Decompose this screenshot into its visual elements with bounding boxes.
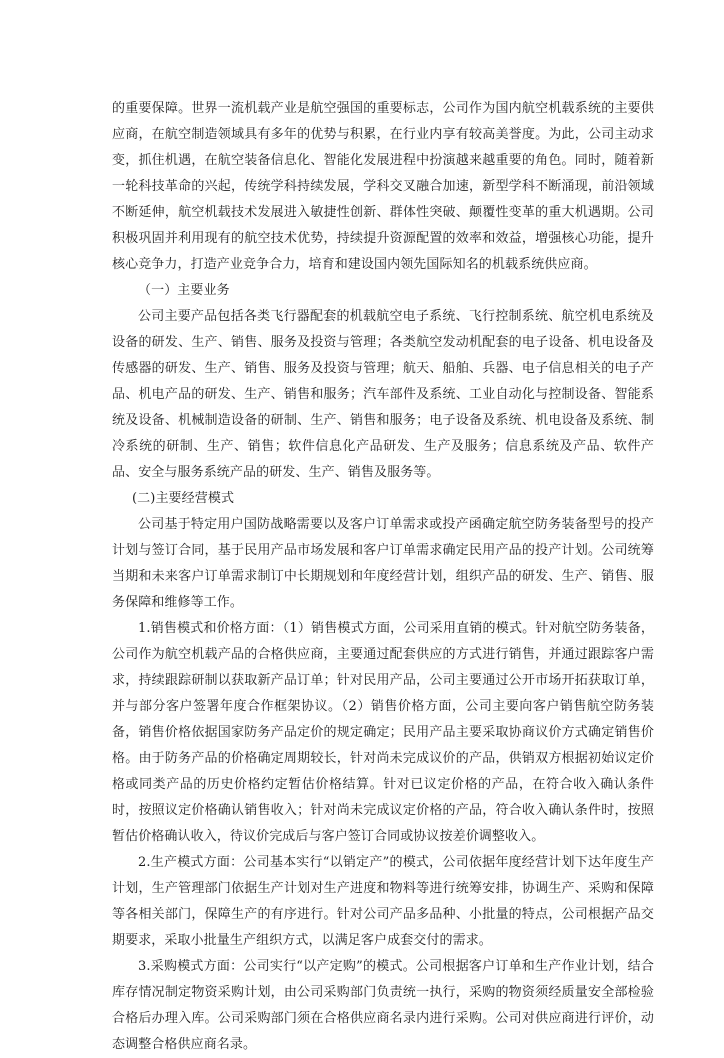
production-model-paragraph: 2.生产模式方面：公司基本实行“以销定产”的模式，公司依据年度经营计划下达年度生产计划，生产管理部门依据生产计划对生产进度和物料等进行统筹安排，协调生产、采购和保障等各相关部门，保障生产的有序进行。针对公司产品多品种、小批量的特点，公司根据产品交期要求，采取小批量生产组织方式，以满足客户成套交付的需求。	[112, 855, 654, 948]
main-business-paragraph: 公司主要产品包括各类飞行器配套的机载航空电子系统、飞行控制系统、航空机电系统及设备的研发、生产、销售、服务及投资与管理；各类航空发动机配套的电子设备、机电设备及传感器的研发、生产、销售、服务及投资与管理；航天、船舶、兵器、电子信息相关的电子产品、机电产品的研发、生产、销售和服务；汽车部件及系统、工业自动化与控制设备、智能系统及设备、机械制造设备的研制、生产、销售和服务；电子设备及系统、机电设备及系统、制冷系统的研制、生产、销售；软件信息化产品研发、生产及服务；信息系统及产品、软件产品、安全与服务系统产品的研发、生产、销售及服务等。	[112, 309, 654, 480]
section-heading-main-business: （一）主要业务	[138, 283, 230, 298]
document-page	[112, 96, 654, 1058]
business-model-paragraph: 公司基于特定用户国防战略需要以及客户订单需求或投产函确定航空防务装备型号的投产计划与签订合同，基于民用产品市场发展和客户订单需求确定民用产品的投产计划。公司统筹当期和未来客户订单需求制订中长期规划和年度经营计划，组织产品的研发、生产、销售、服务保障和维修等工作。	[112, 517, 654, 610]
section-heading-business-model: (二)主要经营模式	[132, 491, 235, 506]
procurement-model-paragraph: 3.采购模式方面：公司实行“以产定购”的模式。公司根据客户订单和生产作业计划，结合库存情况制定物资采购计划，由公司采购部门负责统一执行，采购的物资须经质量安全部检验合格后办理入库。公司采购部门须在合格供应商名录内进行采购。公司对供应商进行评价，动态调整合格供应商名录。	[112, 959, 654, 1052]
intro-paragraph: 的重要保障。世界一流机载产业是航空强国的重要标志，公司作为国内航空机载系统的主要供应商，在航空制造领域具有多年的优势与积累，在行业内享有较高美誉度。为此，公司主动求变，抓住机遇，在航空装备信息化、智能化发展进程中扮演越来越重要的角色。同时，随着新一轮科技革命的兴起，传统学科持续发展，学科交叉融合加速，新型学科不断涌现，前沿领域不断延伸，航空机载技术发展进入敏捷性创新、群体性突破、颠覆性变革的重大机遇期。公司积极巩固并利用现有的航空技术优势，持续提升资源配置的效率和效益，增强核心功能，提升核心竞争力，打造产业竞争合力，培育和建设国内领先国际知名的机载系统供应商。	[112, 101, 654, 272]
sales-model-paragraph: 1.销售模式和价格方面：（1）销售模式方面，公司采用直销的模式。针对航空防务装备，公司作为航空机载产品的合格供应商，主要通过配套供应的方式进行销售，并通过跟踪客户需求，持续跟踪研制以获取新产品订单；针对民用产品，公司主要通过公开市场开拓获取订单，并与部分客户签署年度合作框架协议。（2）销售价格方面，公司主要向客户销售航空防务装备，销售价格依据国家防务产品定价的规定确定；民用产品主要采取协商议价方式确定销售价格。由于防务产品的价格确定周期较长，针对尚未完成议价的产品，供销双方根据初始议定价格或同类产品的历史价格约定暂估价格结算。针对已议定价格的产品，在符合收入确认条件时，按照议定价格确认销售收入；针对尚未完成议定价格的产品，符合收入确认条件时，按照暂估价格确认收入，待议价完成后与客户签订合同或协议按差价调整收入。	[112, 621, 654, 844]
